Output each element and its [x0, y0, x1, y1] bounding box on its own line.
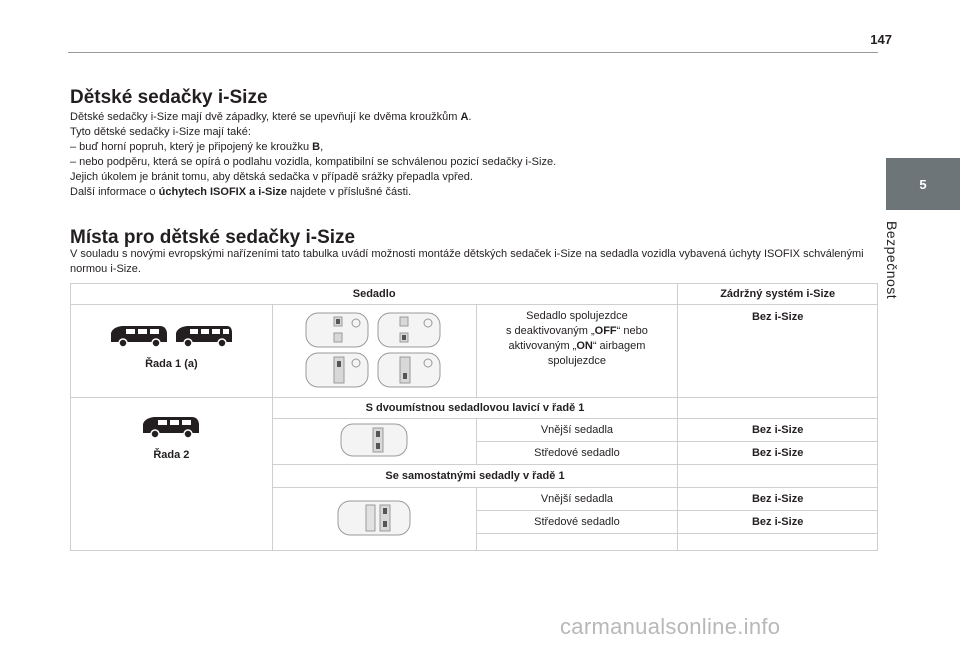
isize-seat-table: [70, 283, 878, 551]
row1-value: Bez i-Size: [678, 305, 878, 398]
van-short-icon: [108, 323, 170, 349]
list-item: – buď horní popruh, který je připojený ke kroužku B,: [70, 141, 324, 153]
chapter-number: 5: [919, 176, 927, 192]
group2-seat-1: Středové sedadlo: [476, 511, 678, 534]
separate-seats-layout-diagram: [336, 499, 412, 537]
paragraph: Dětské sedačky i-Size mají dvě západky, které se upevňují ke dvěma kroužkům A.: [70, 111, 472, 123]
paragraph: Jejich úkolem je bránit tomu, aby dětská sedačka v případě srážky přepadla vpřed.: [70, 171, 473, 183]
watermark: carmanualsonline.info: [560, 614, 781, 639]
group2-heading: Se samostatnými sedadly v řadě 1: [272, 465, 678, 488]
row1-label: Řada 1 (a): [145, 358, 198, 370]
header-seat: Sedadlo: [71, 284, 678, 305]
section-body-isize: [70, 110, 870, 200]
group2-value-0: Bez i-Size: [678, 488, 878, 511]
list-item: – nebo podpěru, která se opírá o podlahu vozidla, kompatibilní se schválenou pozicí sedačky i-Size.: [70, 156, 557, 168]
row2-vehicle-cell: [71, 398, 273, 551]
section-intro-mista: V souladu s novými evropskými nařízeními tato tabulka uvádí možnosti montáže dětských sedaček i-Size na sedadla vozidla vybavená úchyty ISOFIX schválenými normou i-Size.: [70, 248, 864, 275]
paragraph: Tyto dětské sedačky i-Size mají také:: [70, 126, 251, 138]
group1-diagram-cell: [272, 419, 476, 465]
group1-heading: S dvoumístnou sedadlovou lavicí v řadě 1: [272, 398, 678, 419]
group2-seat-0: Vnější sedadla: [476, 488, 678, 511]
van-icon: [140, 414, 202, 440]
row1-vehicle-cell: [71, 305, 273, 398]
chapter-tab[interactable]: [886, 158, 960, 210]
row1-description: Sedadlo spolujezdce s deaktivovaným „OFF“ nebo aktivovaným „ON“ airbagem spolujezdce: [476, 305, 678, 398]
group1-value-1: Bez i-Size: [678, 442, 878, 465]
row1-diagram-cell: [272, 305, 476, 398]
row2-label: Řada 2: [153, 449, 190, 461]
van-long-icon: [173, 323, 235, 349]
group2-value-1: Bez i-Size: [678, 511, 878, 534]
group1-value-0: Bez i-Size: [678, 419, 878, 442]
chapter-label: Bezpečnost: [884, 221, 900, 300]
bench-layout-diagram: [339, 422, 409, 458]
group1-seat-0: Vnější sedadla: [476, 419, 678, 442]
group2-diagram-cell: [272, 488, 476, 551]
group1-seat-1: Středové sedadlo: [476, 442, 678, 465]
seat-layout-diagrams: [304, 309, 444, 391]
header-restraint: Zádržný systém i-Size: [678, 284, 878, 305]
section-title-isize: Dětské sedačky i-Size: [70, 87, 268, 108]
page-number: 147: [870, 32, 892, 47]
top-rule: [68, 52, 878, 53]
section-title-mista: Místa pro dětské sedačky i-Size: [70, 227, 356, 248]
paragraph: Další informace o úchytech ISOFIX a i-Size najdete v příslušné části.: [70, 186, 412, 198]
